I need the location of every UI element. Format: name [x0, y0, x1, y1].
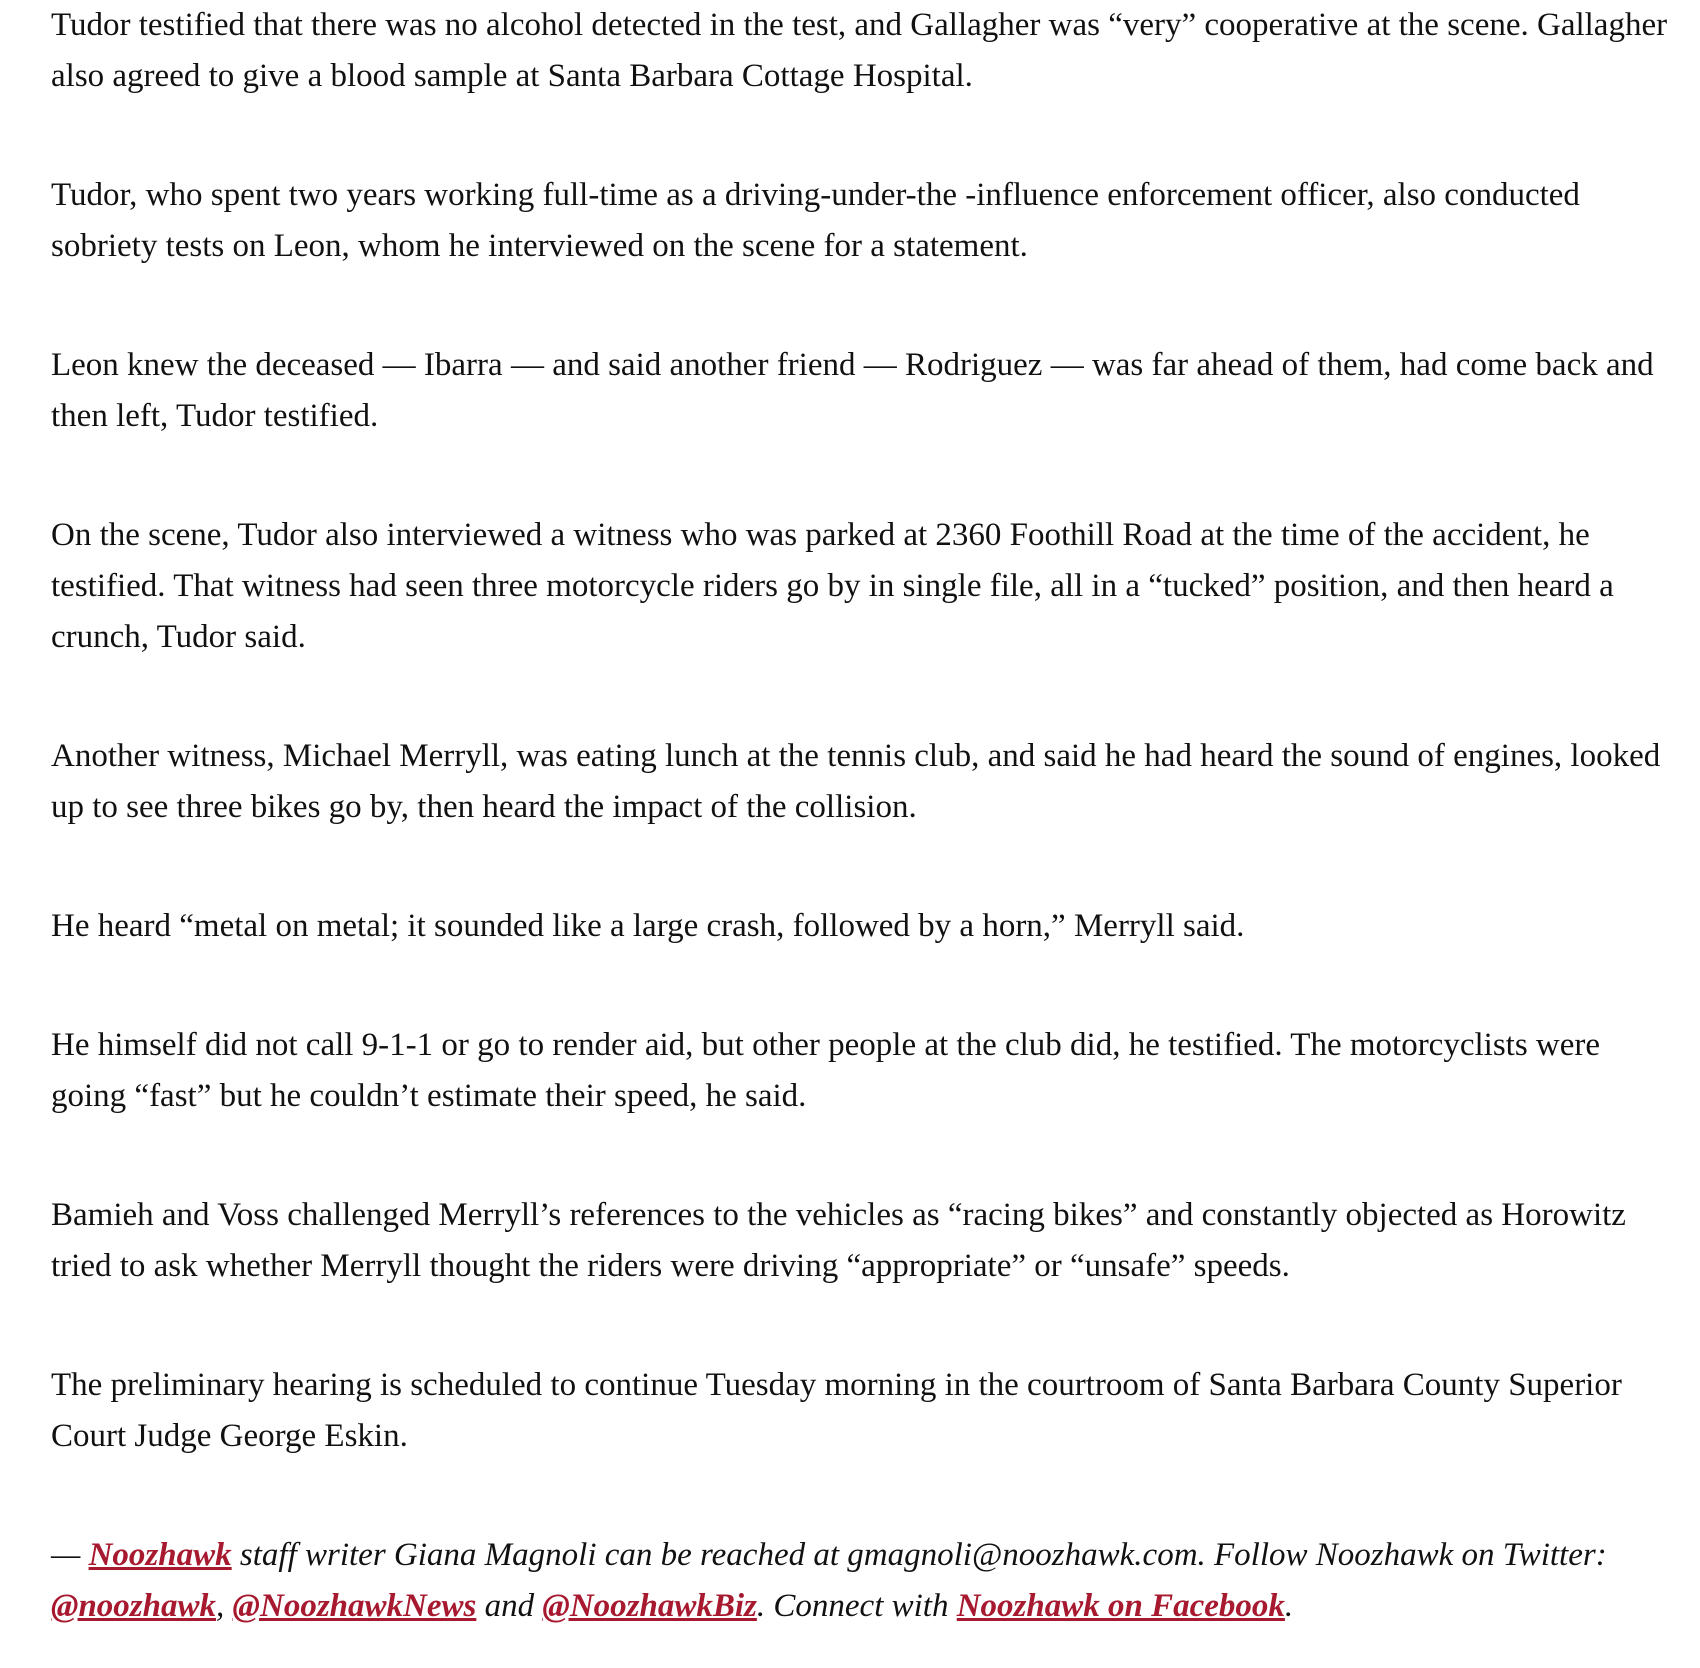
- author-footer: [51, 1530, 1676, 1632]
- footer-text-2: . Connect with: [756, 1588, 957, 1624]
- noozhawk-link[interactable]: Noozhawk: [88, 1537, 232, 1573]
- paragraph-7: He himself did not call 9-1-1 or go to render aid, but other people at the club did, he testified. The motorcyclists were going “fast” but he couldn’t estimate their speed, he said.: [51, 1027, 1601, 1114]
- paragraph-3: Leon knew the deceased — Ibarra — and said another friend — Rodriguez — was far ahead of them, had come back and then left, Tudor testified.: [51, 347, 1654, 434]
- paragraph-5: Another witness, Michael Merryll, was eating lunch at the tennis club, and said he had heard the sound of engines, looked up to see three bikes go by, then heard the impact of the collision.: [51, 738, 1661, 825]
- article-body: [51, 0, 1676, 1632]
- twitter-noozhawknews-link[interactable]: @NoozhawkNews: [232, 1588, 477, 1624]
- paragraph-2: Tudor, who spent two years working full-time as a driving-under-the -influence enforcement officer, also conducted sobriety tests on Leon, whom he interviewed on the scene for a statement.: [51, 177, 1580, 264]
- twitter-noozhawk-link[interactable]: @noozhawk: [51, 1588, 217, 1624]
- paragraph-6: He heard “metal on metal; it sounded like a large crash, followed by a horn,” Merryll said.: [51, 908, 1245, 944]
- paragraph-4: On the scene, Tudor also interviewed a witness who was parked at 2360 Foothill Road at the time of the accident, he testified. That witness had seen three motorcycle riders go by in single file, all in a “tucked” position, and then heard a crunch, Tudor said.: [51, 517, 1614, 655]
- paragraph-8: Bamieh and Voss challenged Merryll’s references to the vehicles as “racing bikes” and constantly objected as Horowitz tried to ask whether Merryll thought the riders were driving “appropriate” or “unsafe” speeds.: [51, 1197, 1626, 1284]
- footer-text-1: staff writer Giana Magnoli can be reached at gmagnoli@noozhawk.com. Follow Noozhawk on Twitter:: [231, 1537, 1607, 1573]
- paragraph-9: The preliminary hearing is scheduled to continue Tuesday morning in the courtroom of Santa Barbara County Superior Court Judge George Eskin.: [51, 1367, 1622, 1454]
- footer-end: .: [1284, 1588, 1294, 1624]
- footer-sep-1: ,: [216, 1588, 233, 1624]
- twitter-noozhawkbiz-link[interactable]: @NoozhawkBiz: [542, 1588, 757, 1624]
- facebook-link[interactable]: Noozhawk on Facebook: [956, 1588, 1285, 1624]
- paragraph-1: Tudor testified that there was no alcohol detected in the test, and Gallagher was “very” cooperative at the scene. Gallagher also agreed to give a blood sample at Santa Barbara Cottage Hospital.: [51, 7, 1668, 94]
- footer-sep-2: and: [476, 1588, 543, 1624]
- footer-dash: —: [51, 1537, 89, 1573]
